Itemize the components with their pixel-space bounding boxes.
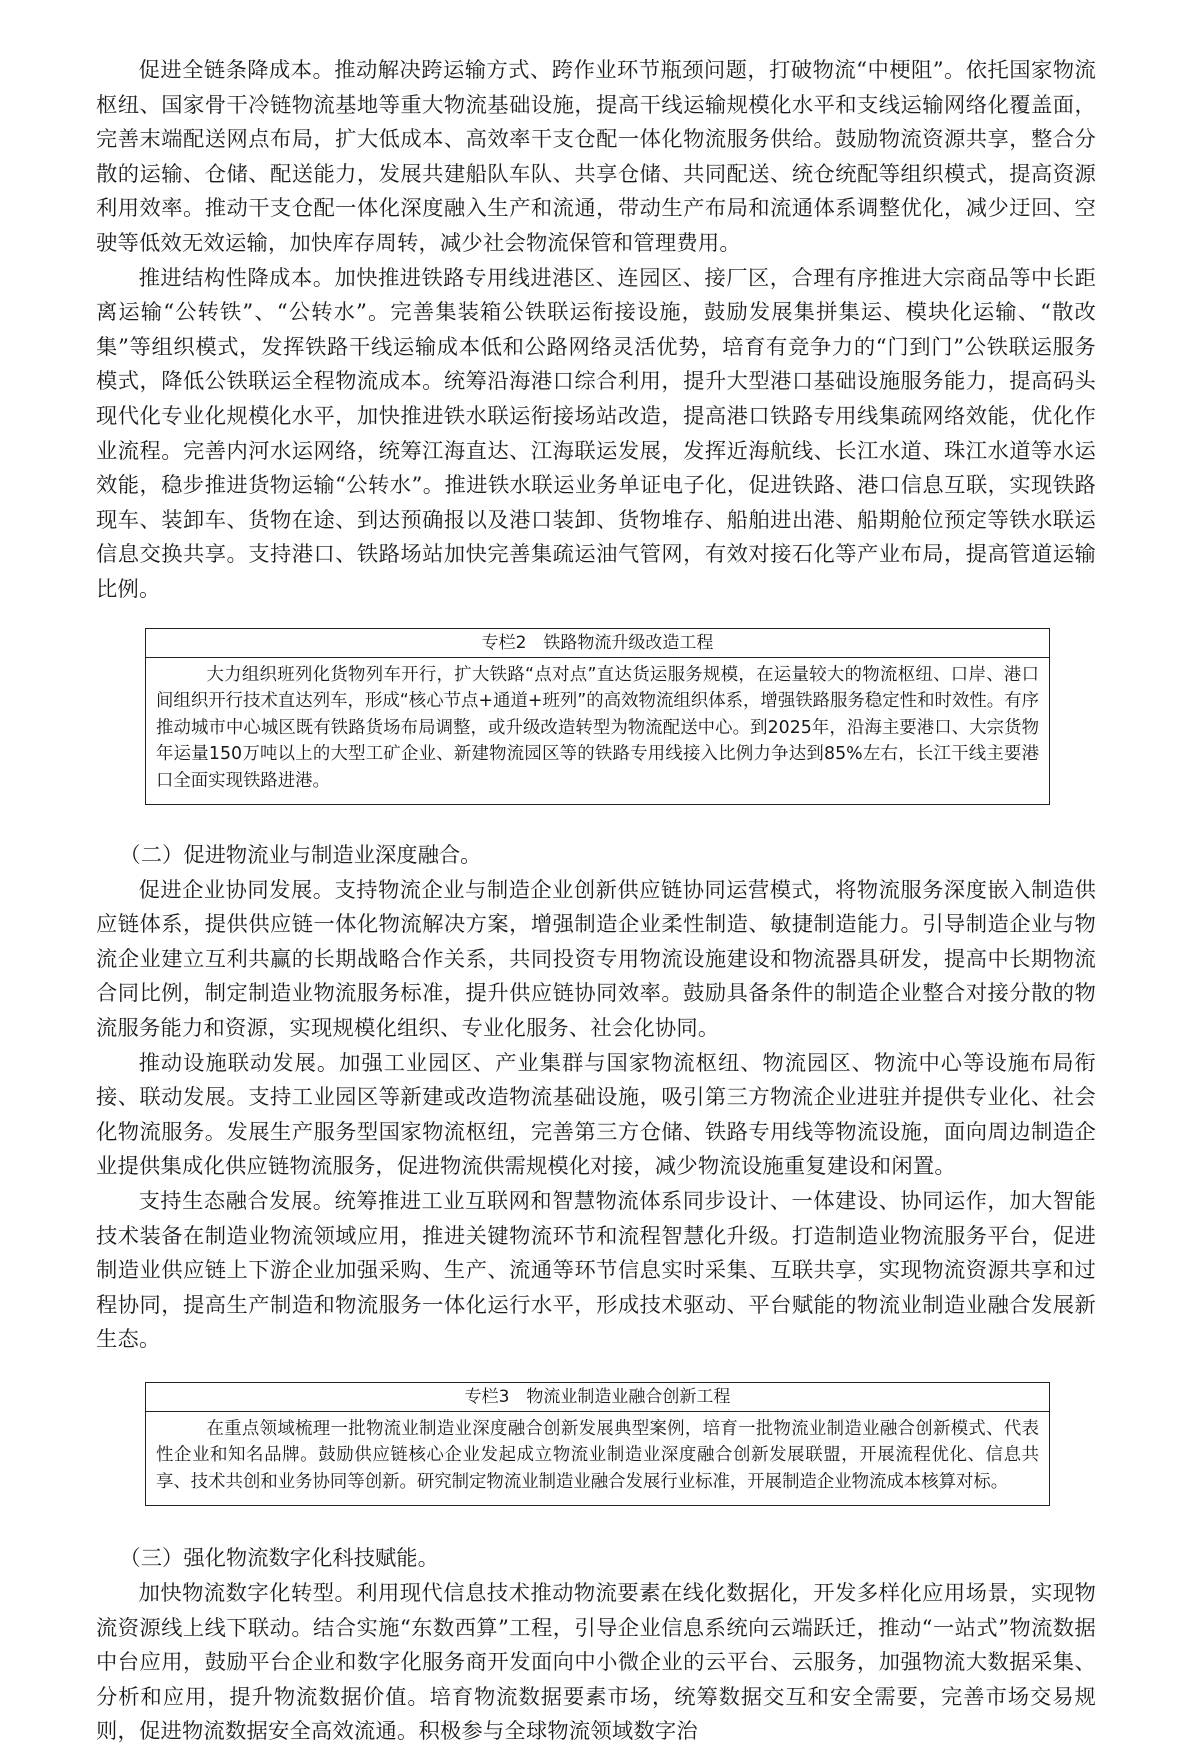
paragraph-ecosystem	[96, 1185, 1096, 1358]
paragraph-full-chain	[96, 54, 1096, 262]
paragraph-lead: 促进全链条降成本。	[138, 58, 335, 83]
paragraph-text: 支持物流企业与制造企业创新供应链协同运营模式，将物流服务深度嵌入制造供应链体系，提供供应链一体化物流解决方案，增强制造企业柔性制造、敏捷制造能力。引导制造企业与物流企业建立互利共赢的长期战略合作关系，共同投资专用物流设施建设和物流器具研发，提高中长期物流合同比例，制定制造业物流服务标准，提升供应链协同效率。鼓励具备条件的制造企业整合对接分散的物流服务能力和资源，实现规模化组织、专业化服务、社会化协同。	[96, 877, 1096, 1041]
paragraph-text: 加快推进铁路专用线进港区、连园区、接厂区，合理有序推进大宗商品等中长距离运输“公转铁”、“公转水”。完善集装箱公铁联运衔接设施，鼓励发展集拼集运、模块化运输、“散改集”等组织模式，发挥铁路干线运输成本低和公路网络灵活优势，培育有竞争力的“门到门”公铁联运服务模式，降低公铁联运全程物流成本。统筹沿海港口综合利用，提升大型港口基础设施服务能力，提高码头现代化专业化规模化水平，加快推进铁水联运衔接场站改造，提高港口铁路专用线集疏网络效能，优化作业流程。完善内河水运网络，统筹江海直达、江海联运发展，发挥近海航线、长江水道、珠江水道等水运效能，稳步推进货物运输“公转水”。推进铁水联运业务单证电子化，促进铁路、港口信息互联，实现铁路现车、装卸车、货物在途、到达预确报以及港口装卸、货物堆存、船舶进出港、船期舱位预定等铁水联运信息交换共享。支持港口、铁路场站加快完善集疏运油气管网，有效对接石化等产业布局，提高管道运输比例。	[96, 265, 1096, 602]
column-box-2	[145, 628, 1050, 806]
section-heading-2: （二）促进物流业与制造业深度融合。	[119, 843, 482, 868]
paragraph-text: 推动解决跨运输方式、跨作业环节瓶颈问题，打破物流“中梗阻”。依托国家物流枢纽、国家骨干冷链物流基地等重大物流基础设施，提高干线运输规模化水平和支线运输网络化覆盖面，完善末端配送网点布局，扩大低成本、高效率干支仓配一体化物流服务供给。鼓励物流资源共享，整合分散的运输、仓储、配送能力，发展共建船队车队、共享仓储、共同配送、统仓统配等组织模式，提高资源利用效率。推动干支仓配一体化深度融入生产和流通，带动生产布局和流通体系调整优化，减少迂回、空驶等低效无效运输，加快库存周转，减少社会物流保管和管理费用。	[96, 58, 1096, 256]
paragraph-lead: 促进企业协同发展。	[138, 877, 335, 903]
paragraph-lead: 推动设施联动发展。	[138, 1050, 340, 1076]
document-page	[96, 54, 1096, 1750]
column-box-title: 专栏3 物流业制造业融合创新工程	[146, 1383, 1049, 1412]
section-heading-3: （三）强化物流数字化科技赋能。	[119, 1546, 439, 1572]
paragraph-digital-transformation	[96, 1577, 1096, 1750]
paragraph-lead: 支持生态融合发展。	[138, 1188, 335, 1214]
paragraph-lead: 推进结构性降成本。	[138, 265, 335, 291]
column-box-3	[145, 1382, 1050, 1507]
paragraph-text: 统筹推进工业互联网和智慧物流体系同步设计、一体建设、协同运作，加大智能技术装备在制造业物流领域应用，推进关键物流环节和流程智慧化升级。打造制造业物流服务平台，促进制造业供应链上下游企业加强采购、生产、流通等环节信息实时采集、互联共享，实现物流资源共享和过程协同，提高生产制造和物流服务一体化运行水平，形成技术驱动、平台赋能的物流业制造业融合发展新生态。	[96, 1188, 1096, 1353]
paragraph-text: 利用现代信息技术推动物流要素在线化数据化，开发多样化应用场景，实现物流资源线上线下联动。结合实施“东数西算”工程，引导企业信息系统向云端跃迁，推动“一站式”物流数据中台应用，鼓励平台企业和数字化服务商开发面向中小微企业的云平台、云服务，加强物流大数据采集、分析和应用，提升物流数据价值。培育物流数据要素市场，统筹数据交互和安全需要，完善市场交易规则，促进物流数据安全高效流通。积极参与全球物流领域数字治	[96, 1581, 1096, 1745]
paragraph-structural	[96, 262, 1096, 608]
paragraph-enterprise-coordination	[96, 874, 1096, 1047]
column-box-body: 在重点领域梳理一批物流业制造业深度融合创新发展典型案例，培育一批物流业制造业融合创新模式、代表性企业和知名品牌。鼓励供应链核心企业发起成立物流业制造业深度融合创新发展联盟，开展流程优化、信息共享、技术共创和业务协同等创新。研究制定物流业制造业融合发展行业标准，开展制造企业物流成本核算对标。	[156, 1418, 1039, 1492]
paragraph-text: 加强工业园区、产业集群与国家物流枢纽、物流园区、物流中心等设施布局衔接、联动发展。支持工业园区等新建或改造物流基础设施，吸引第三方物流企业进驻并提供专业化、社会化物流服务。发展生产服务型国家物流枢纽，完善第三方仓储、铁路专用线等物流设施，面向周边制造企业提供集成化供应链物流服务，促进物流供需规模化对接，减少物流设施重复建设和闲置。	[96, 1050, 1096, 1180]
column-box-body: 大力组织班列化货物列车开行，扩大铁路“点对点”直达货运服务规模，在运量较大的物流枢纽、口岸、港口间组织开行技术直达列车，形成“核心节点+通道+班列”的高效物流组织体系，增强铁路服务稳定性和时效性。有序推动城市中心城区既有铁路货场布局调整，或升级改造转型为物流配送中心。到2025年，沿海主要港口、大宗货物年运量150万吨以上的大型工矿企业、新建物流园区等的铁路专用线接入比例力争达到85%左右，长江干线主要港口全面实现铁路进港。	[156, 664, 1039, 791]
column-box-title: 专栏2 铁路物流升级改造工程	[146, 629, 1049, 658]
paragraph-facility-linkage	[96, 1047, 1096, 1185]
paragraph-lead: 加快物流数字化转型。	[138, 1581, 357, 1606]
